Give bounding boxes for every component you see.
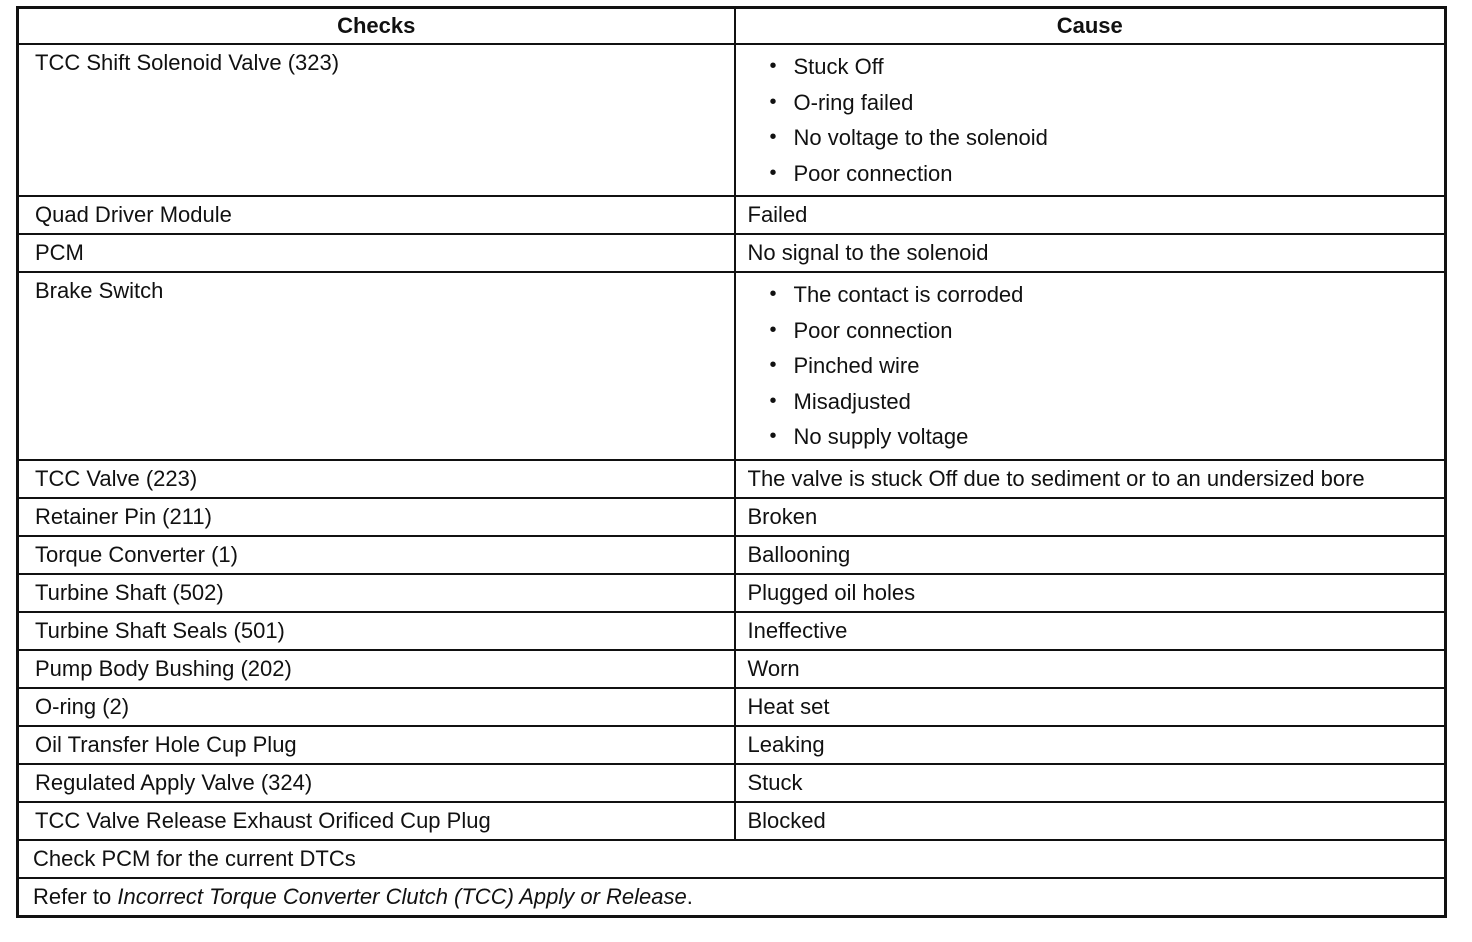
cause-list-item: • Poor connection	[770, 156, 1429, 192]
table-row	[18, 498, 1446, 536]
check-cell: Turbine Shaft Seals (501)	[18, 612, 735, 650]
footer-row-refer	[18, 878, 1446, 917]
table-row	[18, 726, 1446, 764]
cause-cell: Failed	[735, 196, 1446, 234]
check-cell: Torque Converter (1)	[18, 536, 735, 574]
cause-cell: No signal to the solenoid	[735, 234, 1446, 272]
cause-cell: Ballooning	[735, 536, 1446, 574]
cause-list-item: • O-ring failed	[770, 85, 1429, 121]
diagnostic-table	[16, 6, 1447, 918]
cause-cell: The valve is stuck Off due to sediment or to an undersized bore	[735, 460, 1446, 498]
check-pcm-note: Check PCM for the current DTCs	[18, 840, 1446, 878]
cause-cell: Broken	[735, 498, 1446, 536]
refer-suffix: .	[686, 883, 693, 909]
cause-list-item: • No voltage to the solenoid	[770, 120, 1429, 156]
cause-cell: Worn	[735, 650, 1446, 688]
table-row	[18, 234, 1446, 272]
check-cell: PCM	[18, 234, 735, 272]
cause-list	[748, 49, 1429, 191]
check-cell: Regulated Apply Valve (324)	[18, 764, 735, 802]
cause-list-item: • Poor connection	[770, 313, 1429, 349]
footer-row-check-pcm	[18, 840, 1446, 878]
check-cell: TCC Valve (223)	[18, 460, 735, 498]
header-cause: Cause	[735, 8, 1446, 45]
cause-cell: Ineffective	[735, 612, 1446, 650]
cause-list-item: • Misadjusted	[770, 384, 1429, 420]
table-row	[18, 460, 1446, 498]
check-cell: Oil Transfer Hole Cup Plug	[18, 726, 735, 764]
check-cell: Pump Body Bushing (202)	[18, 650, 735, 688]
cause-cell: Heat set	[735, 688, 1446, 726]
check-cell: Brake Switch	[18, 272, 735, 460]
table-row	[18, 802, 1446, 840]
cause-cell: Blocked	[735, 802, 1446, 840]
cause-cell: Leaking	[735, 726, 1446, 764]
cause-list-item: • Pinched wire	[770, 348, 1429, 384]
table-row	[18, 44, 1446, 196]
check-cell: Turbine Shaft (502)	[18, 574, 735, 612]
cause-cell: Plugged oil holes	[735, 574, 1446, 612]
cause-cell	[735, 44, 1446, 196]
check-cell: Retainer Pin (211)	[18, 498, 735, 536]
header-checks: Checks	[18, 8, 735, 45]
cause-list-item: • Stuck Off	[770, 49, 1429, 85]
cause-list-item: • The contact is corroded	[770, 277, 1429, 313]
refer-prefix: Refer to	[33, 883, 118, 909]
table-row	[18, 574, 1446, 612]
check-cell: TCC Valve Release Exhaust Orificed Cup Plug	[18, 802, 735, 840]
table-row	[18, 612, 1446, 650]
refer-note	[18, 878, 1446, 917]
table-row	[18, 688, 1446, 726]
table-row	[18, 536, 1446, 574]
table-row	[18, 650, 1446, 688]
check-cell: TCC Shift Solenoid Valve (323)	[18, 44, 735, 196]
cause-cell	[735, 272, 1446, 460]
check-cell: O-ring (2)	[18, 688, 735, 726]
table-row	[18, 272, 1446, 460]
cause-list	[748, 277, 1429, 455]
cause-list-item: • No supply voltage	[770, 419, 1429, 455]
table-row	[18, 196, 1446, 234]
cause-cell: Stuck	[735, 764, 1446, 802]
refer-procedure-title: Incorrect Torque Converter Clutch (TCC) Apply or Release	[117, 883, 687, 909]
table-row	[18, 764, 1446, 802]
check-cell: Quad Driver Module	[18, 196, 735, 234]
header-row	[18, 8, 1446, 45]
